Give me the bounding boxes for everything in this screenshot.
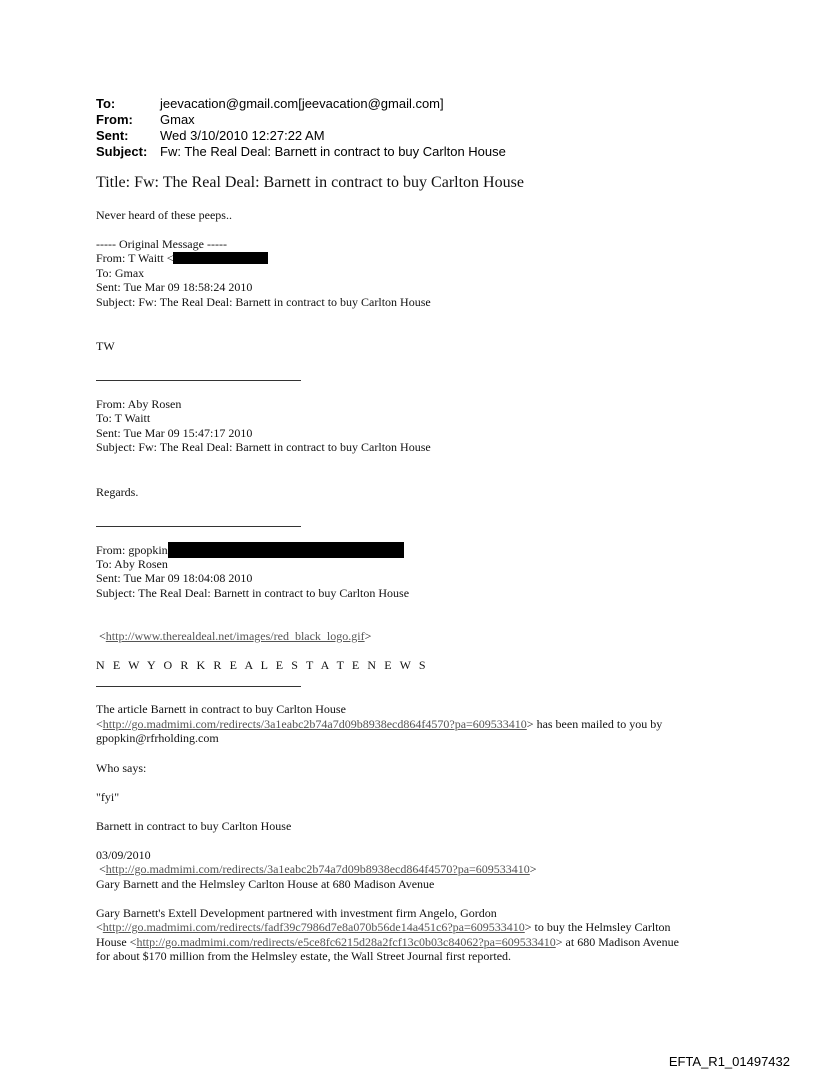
logo-link[interactable]: http://www.therealdeal.net/images/red_black_logo.gif <box>105 629 365 643</box>
bracket-close: > <box>529 862 537 876</box>
to-value: jeevacation@gmail.com[jeevacation@gmail.com] <box>160 96 444 111</box>
body-text: > at 680 Madison Avenue <box>555 935 679 949</box>
regards-text: Regards. <box>96 485 139 499</box>
article-headline: Barnett in contract to buy Carlton House <box>96 819 292 833</box>
article-link-line <box>96 717 662 731</box>
orig2-from: From: Aby Rosen <box>96 397 182 411</box>
original-message-marker: ----- Original Message ----- <box>96 237 227 251</box>
signature-tw: TW <box>96 339 115 353</box>
sent-value: Wed 3/10/2010 12:27:22 AM <box>160 128 325 143</box>
bracket-close: > <box>364 629 372 643</box>
carlton-house-link[interactable]: http://go.madmimi.com/redirects/e5ce8fc6215d28a2fcf13c0b03c84062?pa=609533410 <box>136 935 556 949</box>
article-link[interactable]: http://go.madmimi.com/redirects/3a1eabc2b74a7d09b8938ecd864f4570?pa=609533410 <box>102 717 527 731</box>
document-id: EFTA_R1_01497432 <box>668 1054 790 1069</box>
orig1-sent: Sent: Tue Mar 09 18:58:24 2010 <box>96 280 253 294</box>
photo-caption: Gary Barnett and the Helmsley Carlton House at 680 Madison Avenue <box>96 877 435 891</box>
body-text: > to buy the Helmsley Carlton <box>524 920 671 934</box>
divider <box>96 526 301 527</box>
divider <box>96 380 301 381</box>
intro-text: Never heard of these peeps.. <box>96 208 232 222</box>
subject-value: Fw: The Real Deal: Barnett in contract to buy Carlton House <box>160 144 506 159</box>
email-title: Title: Fw: The Real Deal: Barnett in contract to buy Carlton House <box>96 174 524 191</box>
from-label: From: <box>96 112 133 127</box>
orig3-to: To: Aby Rosen <box>96 557 168 571</box>
mailed-by: gpopkin@rfrholding.com <box>96 731 219 745</box>
mailed-text: > has been mailed to you by <box>526 717 663 731</box>
date-link[interactable]: http://go.madmimi.com/redirects/3a1eabc2b74a7d09b8938ecd864f4570?pa=609533410 <box>105 862 530 876</box>
orig3-sent: Sent: Tue Mar 09 18:04:08 2010 <box>96 571 253 585</box>
body-line-1: Gary Barnett's Extell Development partnered with investment firm Angelo, Gordon <box>96 906 497 920</box>
article-intro: The article Barnett in contract to buy Carlton House <box>96 702 346 716</box>
from-value: Gmax <box>160 112 195 127</box>
orig1-to: To: Gmax <box>96 266 145 280</box>
orig1-subject: Subject: Fw: The Real Deal: Barnett in contract to buy Carlton House <box>96 295 431 309</box>
bracket-open: < <box>99 629 106 643</box>
redaction-bar <box>168 542 404 558</box>
body-line-4: for about $170 million from the Helmsley estate, the Wall Street Journal first reported. <box>96 949 512 963</box>
bracket-open: < <box>96 717 103 731</box>
redaction-bar <box>173 252 268 264</box>
subject-label: Subject: <box>96 144 148 159</box>
body-line-3 <box>96 935 679 949</box>
body-text: House < <box>96 935 137 949</box>
orig3-from-text: From: gpopkin <box>96 543 168 557</box>
news-banner: N E W Y O R K R E A L E S T A T E N E W S <box>96 658 429 672</box>
orig3-from <box>96 542 404 558</box>
bracket-open: < <box>96 920 103 934</box>
orig1-from-text: From: T Waitt < <box>96 251 174 265</box>
orig2-to: To: T Waitt <box>96 411 151 425</box>
orig2-subject: Subject: Fw: The Real Deal: Barnett in contract to buy Carlton House <box>96 440 431 454</box>
body-line-2 <box>96 920 671 934</box>
article-date: 03/09/2010 <box>96 848 151 862</box>
angelo-gordon-link[interactable]: http://go.madmimi.com/redirects/fadf39c7986d7e8a070b56de14a451c6?pa=609533410 <box>102 920 525 934</box>
date-link-line <box>99 862 537 876</box>
logo-link-line <box>99 629 371 643</box>
orig1-from <box>96 251 268 265</box>
who-says: Who says: <box>96 761 147 775</box>
sent-label: Sent: <box>96 128 129 143</box>
orig2-sent: Sent: Tue Mar 09 15:47:17 2010 <box>96 426 253 440</box>
quote-text: "fyi" <box>96 790 120 804</box>
to-label: To: <box>96 96 116 111</box>
orig3-subject: Subject: The Real Deal: Barnett in contract to buy Carlton House <box>96 586 410 600</box>
divider <box>96 686 301 687</box>
bracket-open: < <box>99 862 106 876</box>
